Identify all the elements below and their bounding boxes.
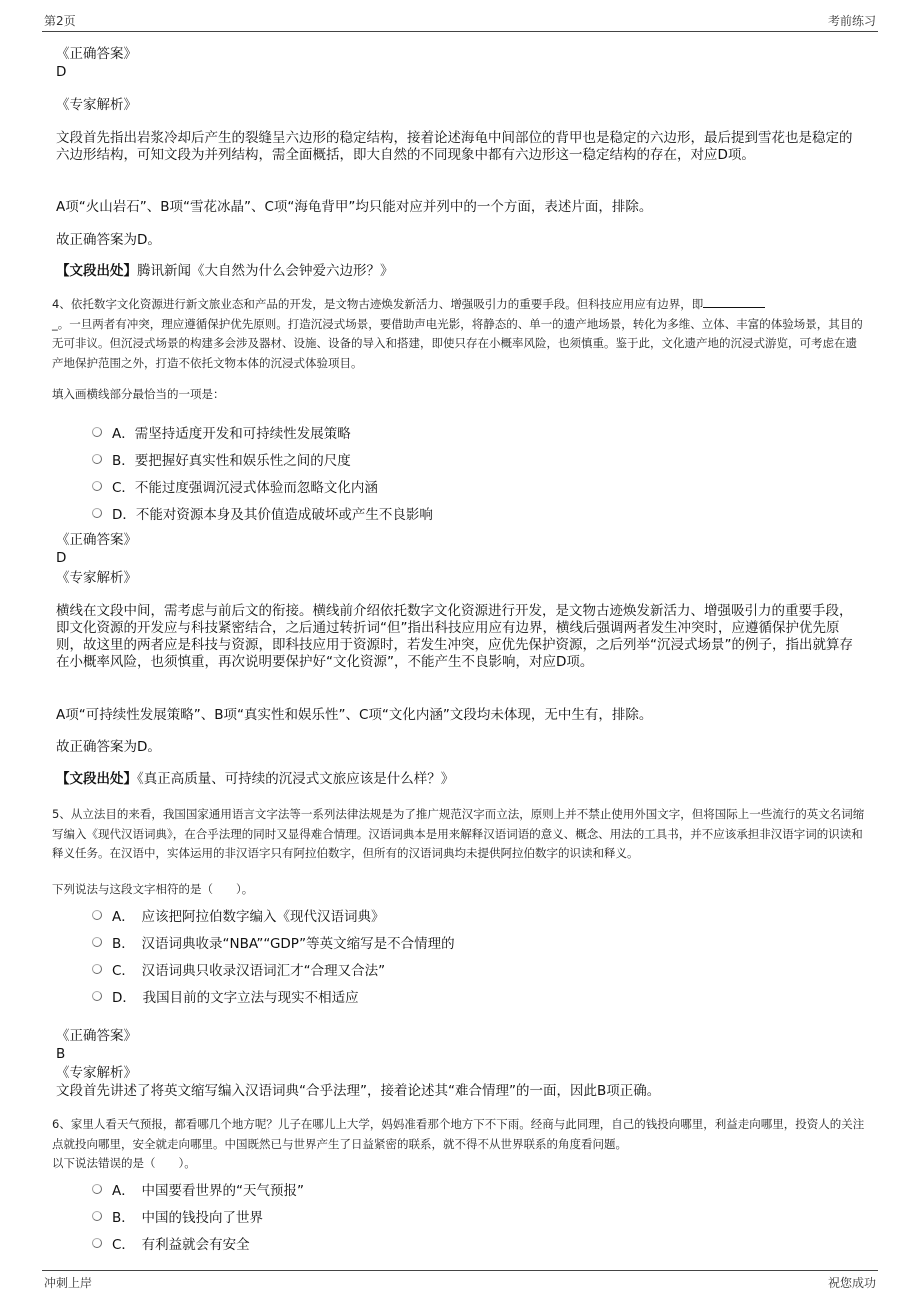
question-stem: 6、家里人看天气预报，都看哪几个地方呢？儿子在哪儿上大学，妈妈准看那个地方下不下雨。经商与此同理，自己的钱投向哪里，利益走向哪里，投资人的关注点就投向哪里，安全就走向哪里。中国既然已与世界产生了日益紧密的联系，就不得不从世界联系的角度看问题。 bbox=[52, 1117, 865, 1151]
option-c[interactable] bbox=[92, 476, 378, 496]
option-a[interactable] bbox=[92, 1179, 304, 1199]
exclusion-text: A项“可持续性发展策略”、B项“真实性和娱乐性”、C项“文化内涵”文段均未体现，无中生有，排除。 bbox=[56, 707, 653, 723]
option-d[interactable] bbox=[92, 503, 433, 523]
footer-divider bbox=[42, 1270, 878, 1271]
answer-label: 《正确答案》 bbox=[56, 1028, 137, 1044]
option-label: A． 应该把阿拉伯数字编入《现代汉语词典》 bbox=[112, 909, 385, 925]
option-label: A． 中国要看世界的“天气预报” bbox=[112, 1183, 304, 1199]
answer-value: B bbox=[56, 1046, 66, 1062]
radio-icon[interactable] bbox=[92, 910, 102, 920]
fill-blank bbox=[703, 295, 765, 308]
option-label: D． 我国目前的文字立法与现实不相适应 bbox=[112, 990, 359, 1006]
source-label: 【文段出处】 bbox=[56, 771, 137, 787]
question-prompt: 下列说法与这段文字相符的是（ ）。 bbox=[52, 882, 254, 896]
question-prompt: 以下说法错误的是（ ）。 bbox=[52, 1156, 196, 1170]
source-text: 《真正高质量、可持续的沉浸式文旅应该是什么样？》 bbox=[137, 771, 455, 787]
option-label: B． 中国的钱投向了世界 bbox=[112, 1210, 264, 1226]
radio-icon[interactable] bbox=[92, 427, 102, 437]
answer-value: D bbox=[56, 550, 67, 566]
radio-icon[interactable] bbox=[92, 1211, 102, 1221]
header-divider bbox=[42, 31, 878, 32]
option-label: C． 有利益就会有安全 bbox=[112, 1237, 250, 1253]
option-d[interactable] bbox=[92, 986, 359, 1006]
radio-icon[interactable] bbox=[92, 1184, 102, 1194]
option-c[interactable] bbox=[92, 959, 385, 979]
page-number: 第2页 bbox=[44, 14, 76, 28]
radio-icon[interactable] bbox=[92, 508, 102, 518]
stem-part: 4、依托数字文化资源进行新文旅业态和产品的开发，是文物古迹焕发新活力、增强吸引力的重要手段。但科技应用应有边界，即 bbox=[52, 297, 704, 311]
radio-icon[interactable] bbox=[92, 454, 102, 464]
radio-icon[interactable] bbox=[92, 481, 102, 491]
source-text: 腾讯新闻《大自然为什么会钟爱六边形？》 bbox=[137, 263, 394, 279]
source-label: 【文段出处】 bbox=[56, 263, 137, 279]
header-title: 考前练习 bbox=[827, 14, 876, 28]
option-b[interactable] bbox=[92, 449, 351, 469]
option-a[interactable] bbox=[92, 905, 385, 925]
question-stem bbox=[52, 295, 868, 373]
option-label: B．要把握好真实性和娱乐性之间的尺度 bbox=[112, 453, 351, 469]
option-a[interactable] bbox=[92, 422, 351, 442]
option-label: B． 汉语词典收录“NBA”“GDP”等英文缩写是不合情理的 bbox=[112, 936, 455, 952]
footer-right: 祝您成功 bbox=[827, 1276, 876, 1290]
analysis-text: 文段首先指出岩浆冷却后产生的裂缝呈六边形的稳定结构，接着论述海龟中间部位的背甲也是稳定的六边形，最后提到雪花也是稳定的六边形结构，可知文段为并列结构，需全面概括，即大自然的不同现象中都有六边形这一稳定结构的存在，对应D项。 bbox=[56, 130, 853, 163]
radio-icon[interactable] bbox=[92, 991, 102, 1001]
exclusion-text: A项“火山岩石”、B项“雪花冰晶”、C项“海龟背甲”均只能对应并列中的一个方面，表述片面，排除。 bbox=[56, 199, 653, 215]
answer-label: 《正确答案》 bbox=[56, 46, 137, 62]
source-line bbox=[56, 263, 856, 280]
question-stem: 5、从立法目的来看，我国国家通用语言文字法等一系列法律法规是为了推广规范汉字而立法，原则上并不禁止使用外国文字，但将国际上一些流行的英文名词缩写编入《现代汉语词典》，在合乎法理的同时又显得难合情理。汉语词典本是用来解释汉语词语的意义、概念、用法的工具书，并不应该承担非汉语字词的识读和释义任务。在汉语中，实体运用的非汉语字只有阿拉伯数字，但所有的汉语词典均未提供阿拉伯数字的识读和释义。 bbox=[52, 807, 865, 860]
option-label: C． 汉语词典只收录汉语词汇才“合理又合法” bbox=[112, 963, 386, 979]
radio-icon[interactable] bbox=[92, 964, 102, 974]
answer-label: 《正确答案》 bbox=[56, 532, 137, 548]
option-label: D．不能对资源本身及其价值造成破坏或产生不良影响 bbox=[112, 507, 433, 523]
option-b[interactable] bbox=[92, 932, 455, 952]
stem-part: _。一旦两者有冲突，理应遵循保护优先原则。打造沉浸式场景，要借助声电光影，将静态的、单一的遗产地场景，转化为多维、立体、丰富的体验场景，其目的无可非议。但沉浸式场景的构建多会涉及器材、设施、设备的导入和搭建，即使只存在小概率风险，也须慎重。鉴于此，文化遗产地的沉浸式游览，可考虑在遗产地保护范围之外，打造不依托文物本体的沉浸式体验项目。 bbox=[52, 316, 863, 370]
answer-value: D bbox=[56, 64, 67, 80]
radio-icon[interactable] bbox=[92, 937, 102, 947]
source-line bbox=[56, 771, 856, 788]
option-b[interactable] bbox=[92, 1206, 263, 1226]
analysis-label: 《专家解析》 bbox=[56, 1065, 137, 1081]
conclusion-text: 故正确答案为D。 bbox=[56, 232, 161, 248]
option-label: C．不能过度强调沉浸式体验而忽略文化内涵 bbox=[112, 480, 378, 496]
footer-left: 冲刺上岸 bbox=[44, 1276, 93, 1290]
analysis-text: 文段首先讲述了将英文缩写编入汉语词典“合乎法理”，接着论述其“难合情理”的一面，因此B项正确。 bbox=[56, 1083, 661, 1099]
option-c[interactable] bbox=[92, 1233, 250, 1253]
question-prompt: 填入画横线部分最恰当的一项是： bbox=[52, 387, 225, 401]
analysis-label: 《专家解析》 bbox=[56, 570, 137, 586]
radio-icon[interactable] bbox=[92, 1238, 102, 1248]
analysis-label: 《专家解析》 bbox=[56, 97, 137, 113]
conclusion-text: 故正确答案为D。 bbox=[56, 739, 161, 755]
option-label: A．需坚持适度开发和可持续性发展策略 bbox=[112, 426, 351, 442]
analysis-text: 横线在文段中间，需考虑与前后文的衔接。横线前介绍依托数字文化资源进行开发，是文物古迹焕发新活力、增强吸引力的重要手段，即文化资源的开发应与科技紧密结合，之后通过转折词“但”指出科技应用应有边界，横线后强调两者发生冲突时，应遵循保护优先原则，故这里的两者应是科技与资源，即科技应用于资源时，若发生冲突，应优先保护资源，之后列举“沉浸式场景”的例子，指出就算存在小概率风险，也须慎重，再次说明要保护好“文化资源”，不能产生不良影响，对应D项。 bbox=[56, 603, 853, 670]
